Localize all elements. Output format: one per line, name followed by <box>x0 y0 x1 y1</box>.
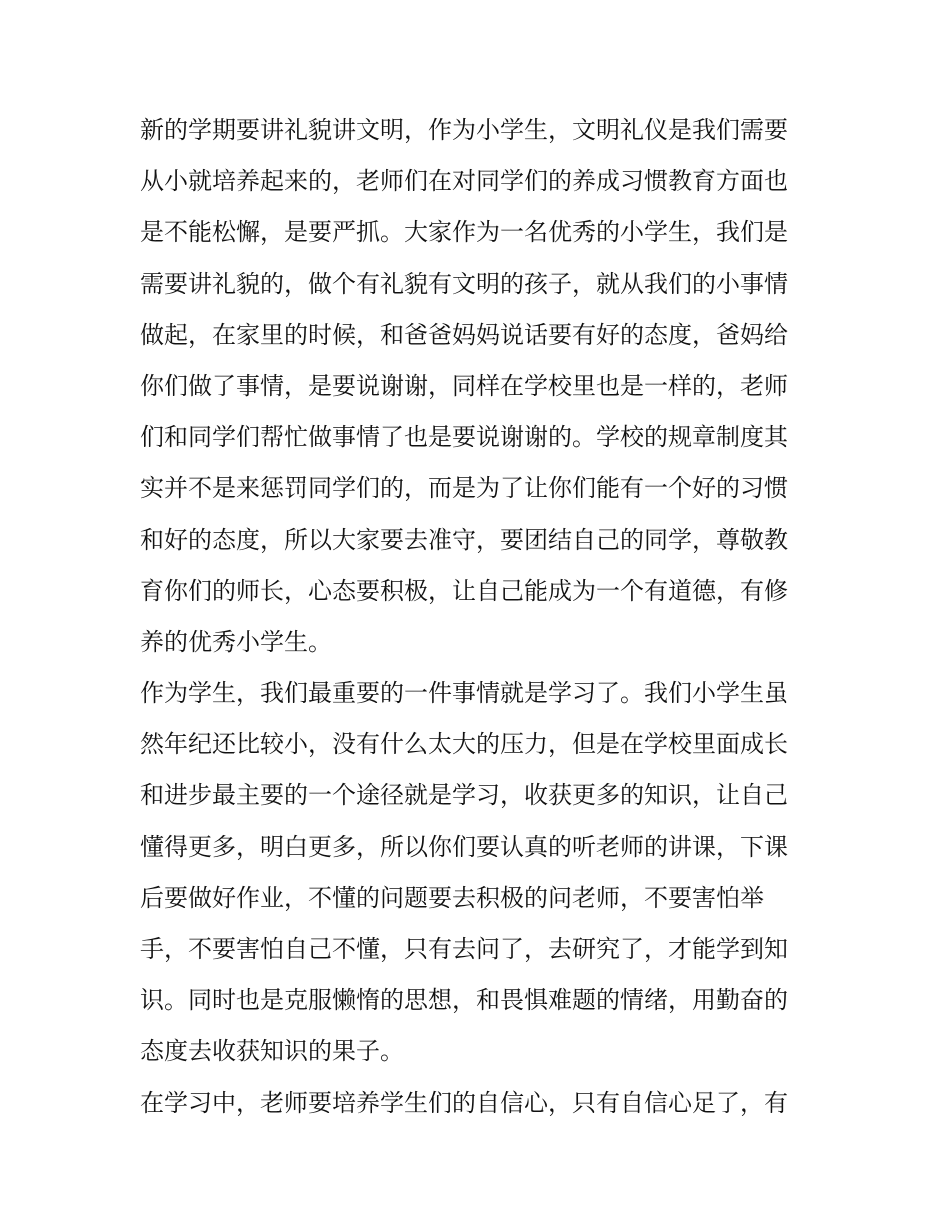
text-line: 你们做了事情，是要说谢谢，同样在学校里也是一样的，老师 <box>140 371 788 400</box>
text-line: 养的优秀小学生。 <box>140 627 332 656</box>
text-line: 后要做好作业，不懂的问题要去积极的问老师，不要害怕举 <box>140 883 764 912</box>
text-line: 懂得更多，明白更多，所以你们要认真的听老师的讲课，下课 <box>140 832 788 861</box>
text-line: 在学习中，老师要培养学生们的自信心，只有自信心足了，有 <box>140 1088 788 1117</box>
paragraph-confidence <box>140 1078 812 1129</box>
text-line: 们和同学们帮忙做事情了也是要说谢谢的。学校的规章制度其 <box>140 423 788 452</box>
text-line: 和进步最主要的一个途径就是学习，收获更多的知识，让自己 <box>140 781 788 810</box>
paragraph-etiquette <box>140 105 812 668</box>
text-line: 手，不要害怕自己不懂，只有去问了，去研究了，才能学到知 <box>140 935 788 963</box>
document-body <box>140 105 812 1129</box>
text-line: 态度去收获知识的果子。 <box>140 1037 404 1066</box>
text-line: 做起，在家里的时候，和爸爸妈妈说话要有好的态度，爸妈给 <box>140 320 788 349</box>
text-line: 识。同时也是克服懒惰的思想，和畏惧难题的情绪，用勤奋的 <box>140 986 788 1015</box>
text-line: 实并不是来惩罚同学们的，而是为了让你们能有一个好的习惯 <box>140 474 788 503</box>
text-line: 需要讲礼貌的，做个有礼貌有文明的孩子，就从我们的小事情 <box>140 269 788 298</box>
text-line: 从小就培养起来的，老师们在对同学们的养成习惯教育方面也 <box>140 167 788 196</box>
text-line: 和好的态度，所以大家要去准守，要团结自己的同学，尊敬教 <box>140 525 788 554</box>
text-line: 然年纪还比较小，没有什么太大的压力，但是在学校里面成长 <box>140 730 788 759</box>
paragraph-study <box>140 668 812 1078</box>
text-line: 育你们的师长，心态要积极，让自己能成为一个有道德，有修 <box>140 576 788 605</box>
text-line: 是不能松懈，是要严抓。大家作为一名优秀的小学生，我们是 <box>140 218 788 247</box>
text-line: 作为学生，我们最重要的一件事情就是学习了。我们小学生虽 <box>140 679 788 708</box>
text-line: 新的学期要讲礼貌讲文明，作为小学生，文明礼仪是我们需要 <box>140 116 788 144</box>
